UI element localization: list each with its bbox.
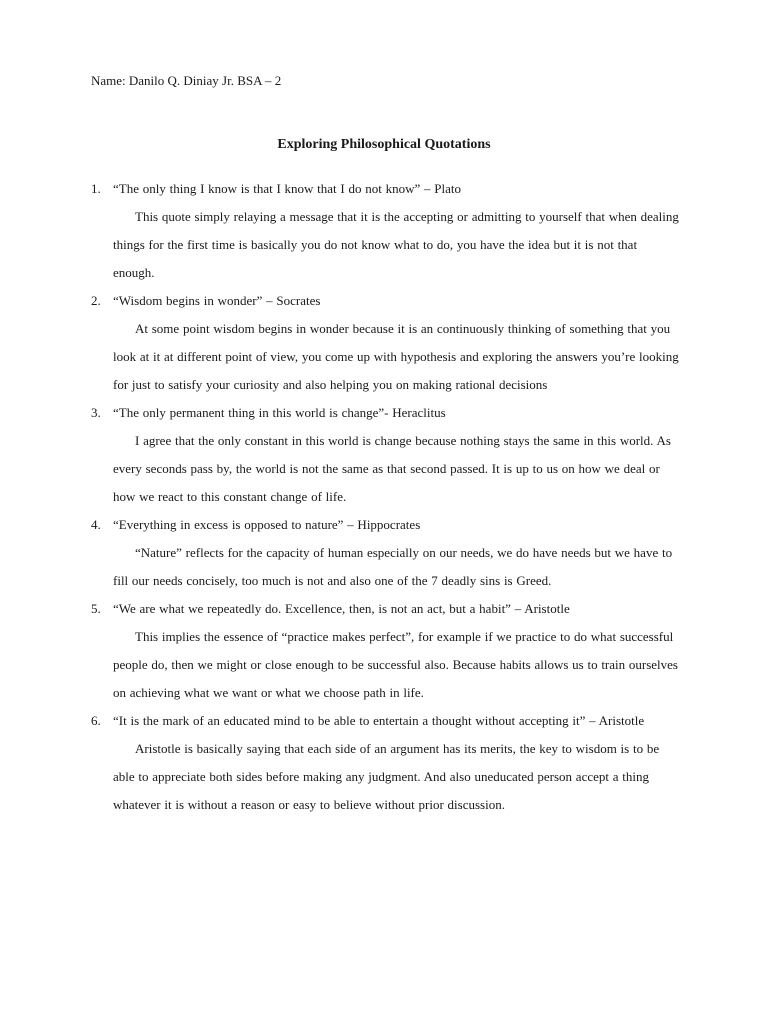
- item-number: 4.: [91, 517, 101, 532]
- item-number: 6.: [91, 713, 101, 728]
- item-number: 1.: [91, 181, 101, 196]
- item-number: 2.: [91, 293, 101, 308]
- student-name-line: Name: Danilo Q. Diniay Jr. BSA – 2: [91, 73, 282, 88]
- item-quote: “The only thing I know is that I know that I do not know” – Plato: [113, 181, 461, 196]
- list-item: [91, 511, 681, 595]
- item-explanation: Aristotle is basically saying that each side of an argument has its merits, the key to wisdom is to be able to appreciate both sides before making any judgment. And also uneducated person accept a thing whatever it is without a reason or easy to believe without prior discussion.: [113, 741, 660, 812]
- item-explanation: I agree that the only constant in this world is change because nothing stays the same in this world. As every seconds pass by, the world is not the same as that second passed. It is up to us on how we deal or how we react to this constant change of life.: [113, 433, 671, 504]
- list-item: [91, 595, 681, 707]
- list-item: [91, 287, 681, 399]
- item-number: 5.: [91, 601, 101, 616]
- item-quote: “Wisdom begins in wonder” – Socrates: [113, 293, 321, 308]
- item-explanation: This implies the essence of “practice makes perfect”, for example if we practice to do what successful people do, then we might or close enough to be successful also. Because habits allows us to train ourselves on achieving what we want or what we choose path in life.: [113, 629, 678, 700]
- item-explanation: This quote simply relaying a message that it is the accepting or admitting to yourself that when dealing things for the first time is basically you do not know what to do, you have the idea but it is not that enough.: [113, 209, 679, 280]
- item-explanation: “Nature” reflects for the capacity of human especially on our needs, we do have needs but we have to fill our needs concisely, too much is not and also one of the 7 deadly sins is Greed.: [113, 545, 673, 588]
- item-explanation: At some point wisdom begins in wonder because it is an continuously thinking of something that you look at it at different point of view, you come up with hypothesis and exploring the answers you’re looking for just to satisfy your curiosity and also helping you on making rational decisions: [113, 321, 679, 392]
- item-quote: “The only permanent thing in this world is change”- Heraclitus: [113, 405, 446, 420]
- item-quote: “Everything in excess is opposed to nature” – Hippocrates: [113, 517, 421, 532]
- item-number: 3.: [91, 405, 101, 420]
- list-item: [91, 399, 681, 511]
- item-quote: “It is the mark of an educated mind to be able to entertain a thought without accepting it” – Aristotle: [113, 713, 645, 728]
- quotations-list: [91, 175, 681, 819]
- document-title: Exploring Philosophical Quotations: [277, 137, 491, 152]
- list-item: [91, 707, 681, 819]
- item-quote: “We are what we repeatedly do. Excellence, then, is not an act, but a habit” – Aristotle: [113, 601, 570, 616]
- list-item: [91, 175, 681, 287]
